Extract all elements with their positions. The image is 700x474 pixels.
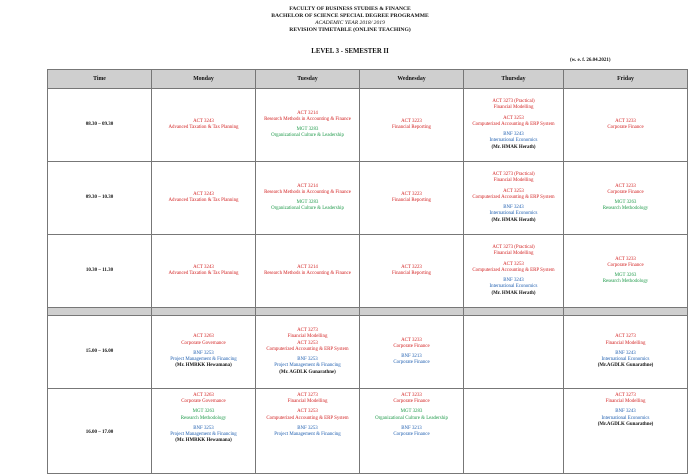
course-code: MGT 3263 [614, 273, 637, 278]
table-row [48, 235, 688, 308]
tuesday-cell [256, 89, 360, 162]
time-cell: 09.30 – 10.30 [48, 162, 152, 235]
lecturer-name: (Mr. HMRKK Hewamana) [175, 363, 232, 369]
course-code: ACT 3253 [503, 188, 524, 194]
course-title: Financial Reporting [392, 125, 431, 130]
course-code: ACT 3273 [297, 328, 318, 334]
course-title: Financial Reporting [392, 271, 431, 276]
course-title: International Economics [489, 211, 538, 217]
course-code: ACT 3273 (Practical) [492, 172, 535, 178]
course-title: Computerized Accounting & ERP System [472, 121, 555, 127]
lecturer-name: (Mr. HMRKK Hewamana) [175, 438, 232, 444]
course-code: MGT 3283 [400, 409, 423, 415]
course-title: Computerized Accounting & ERP System [266, 346, 349, 352]
thursday-cell [464, 316, 564, 389]
monday-cell [152, 89, 256, 162]
course-title: Advanced Taxation & Tax Planning [168, 198, 239, 203]
course-code: ACT 3243 [193, 264, 214, 270]
course-title: Financial Modelling [493, 178, 534, 184]
table-row [48, 389, 688, 474]
monday-cell [152, 162, 256, 235]
course-code: BNF 3213 [401, 354, 422, 359]
course-title: Corporate Finance [607, 125, 644, 130]
course-title: Corporate Finance [393, 399, 430, 405]
timetable-title: REVISION TIMETABLE (ONLINE TEACHING) [289, 27, 411, 33]
course-code: ACT 3223 [401, 118, 422, 124]
programme-name: BACHELOR OF SCIENCE SPECIAL DEGREE PROGRAMME [271, 13, 429, 19]
course-title: Corporate Finance [607, 262, 644, 268]
course-title: Research Methods in Accounting & Finance [264, 271, 351, 276]
thursday-cell [464, 162, 564, 235]
course-code: ACT 3273 (Practical) [492, 245, 535, 251]
course-code: ACT 3253 [297, 409, 318, 415]
course-title: International Economics [601, 415, 650, 421]
course-title: Research Methods in Accounting & Finance [264, 189, 351, 195]
level-semester: LEVEL 3 - SEMESTER II [311, 48, 389, 55]
course-code: MGT 3283 [296, 200, 319, 205]
friday-cell [564, 316, 688, 389]
monday-cell [152, 316, 256, 389]
course-title: Financial Modelling [287, 334, 328, 340]
thursday-cell [464, 235, 564, 308]
friday-cell [564, 162, 688, 235]
monday-cell [152, 235, 256, 308]
time-cell: 15.00 – 16.00 [48, 316, 152, 389]
lunch-break-row [48, 308, 688, 316]
course-code: ACT 3273 [615, 393, 636, 398]
thursday-cell [464, 389, 564, 474]
course-title: Corporate Governance [181, 399, 226, 405]
timetable [47, 69, 688, 474]
course-code: BNF 3243 [615, 350, 636, 356]
course-title: Project Management & Financing [274, 432, 341, 438]
lecturer-name: (Mr. HMAK Herath) [491, 290, 536, 296]
course-code: ACT 3263 [193, 393, 214, 398]
course-title: International Economics [489, 284, 538, 290]
course-code: ACT 3253 [503, 261, 524, 267]
course-code: BNF 3253 [193, 425, 214, 431]
tuesday-cell [256, 235, 360, 308]
faculty-name: FACULTY OF BUSINESS STUDIES & FINANCE [289, 6, 411, 12]
lecturer-name: (Mr. AGDLK Gunarathne) [279, 369, 336, 375]
course-title: International Economics [601, 357, 650, 363]
course-code: ACT 3223 [401, 191, 422, 197]
col-tuesday: Tuesday [256, 70, 360, 89]
course-code: BNF 3253 [193, 350, 214, 356]
course-title: Computerized Accounting & ERP System [472, 267, 555, 273]
course-title: Advanced Taxation & Tax Planning [168, 125, 239, 130]
table-row [48, 162, 688, 235]
course-code: ACT 3253 [297, 340, 318, 346]
course-code: BNF 3243 [503, 132, 524, 138]
course-title: Corporate Finance [393, 360, 430, 366]
table-row [48, 89, 688, 162]
course-code: BNF 3243 [615, 409, 636, 415]
course-title: Research Methods in Accounting & Finance [264, 116, 351, 122]
lecturer-name: (Mr.AGDLK Gunarathne) [597, 421, 654, 427]
friday-cell [564, 389, 688, 474]
course-code: MGT 3263 [192, 409, 215, 415]
col-monday: Monday [152, 70, 256, 89]
course-code: BNF 3243 [503, 205, 524, 211]
course-title: Corporate Finance [393, 343, 430, 349]
monday-cell [152, 389, 256, 474]
course-title: Corporate Finance [393, 432, 430, 438]
thursday-cell [464, 89, 564, 162]
course-code: MGT 3283 [296, 127, 319, 132]
document-header [0, 6, 700, 34]
course-code: ACT 3273 [615, 334, 636, 340]
course-code: ACT 3233 [401, 337, 422, 343]
lecturer-name: (Mr.AGDLK Gunarathne) [597, 363, 654, 369]
course-code: ACT 3233 [615, 256, 636, 262]
friday-cell [564, 235, 688, 308]
lecturer-name: (Mr. HMAK Herath) [491, 144, 536, 150]
course-code: BNF 3253 [297, 425, 318, 431]
course-title: Organizational Culture & Leadership [375, 415, 448, 421]
course-code: ACT 3214 [297, 110, 318, 116]
course-title: Project Management & Financing [170, 432, 237, 438]
course-code: ACT 3223 [401, 264, 422, 270]
col-thursday: Thursday [464, 70, 564, 89]
tuesday-cell [256, 316, 360, 389]
friday-cell [564, 89, 688, 162]
effective-date: (w. e. f. 26.04.2021) [570, 58, 611, 63]
time-cell: 08.30 – 09.30 [48, 89, 152, 162]
course-code: ACT 3273 [297, 393, 318, 398]
wednesday-cell [360, 162, 464, 235]
course-title: Research Methodology [602, 206, 649, 212]
course-code: ACT 3243 [193, 191, 214, 197]
col-wednesday: Wednesday [360, 70, 464, 89]
course-code: ACT 3233 [401, 393, 422, 398]
course-title: Project Management & Financing [274, 363, 341, 369]
course-title: Financial Modelling [287, 399, 328, 405]
tuesday-cell [256, 162, 360, 235]
time-cell: 10.30 – 11.30 [48, 235, 152, 308]
course-code: ACT 3214 [297, 183, 318, 189]
course-title: Financial Modelling [493, 105, 534, 111]
wednesday-cell [360, 235, 464, 308]
course-code: ACT 3253 [503, 115, 524, 121]
course-code: ACT 3263 [193, 334, 214, 340]
academic-year: ACADEMIC YEAR 2018/ 2019 [315, 20, 385, 26]
wednesday-cell [360, 316, 464, 389]
table-row [48, 316, 688, 389]
course-title: Financial Modelling [605, 399, 646, 405]
course-title: Financial Modelling [493, 251, 534, 257]
course-code: BNF 3243 [503, 278, 524, 284]
course-code: BNF 3253 [297, 357, 318, 363]
col-time: Time [48, 70, 152, 89]
course-title: Corporate Governance [181, 340, 226, 346]
course-title: Financial Modelling [605, 340, 646, 346]
course-title: Project Management & Financing [170, 357, 237, 363]
course-code: MGT 3263 [614, 200, 637, 205]
course-title: International Economics [489, 138, 538, 144]
col-friday: Friday [564, 70, 688, 89]
course-title: Advanced Taxation & Tax Planning [168, 271, 239, 276]
course-title: Organizational Culture & Leadership [271, 133, 344, 139]
course-code: ACT 3243 [193, 118, 214, 124]
wednesday-cell [360, 389, 464, 474]
course-code: ACT 3233 [615, 183, 636, 189]
course-title: Computerized Accounting & ERP System [472, 194, 555, 200]
course-title: Research Methodology [602, 279, 649, 285]
lecturer-name: (Mr. HMAK Herath) [491, 217, 536, 223]
course-code: BNF 3213 [401, 425, 422, 431]
time-cell: 16.00 – 17.00 [48, 389, 152, 474]
header-row [48, 70, 688, 89]
course-title: Computerized Accounting & ERP System [266, 415, 349, 421]
course-title: Organizational Culture & Leadership [271, 206, 344, 212]
tuesday-cell [256, 389, 360, 474]
wednesday-cell [360, 89, 464, 162]
course-title: Research Methodology [180, 415, 227, 421]
course-title: Financial Reporting [392, 198, 431, 203]
course-code: ACT 3233 [615, 118, 636, 124]
course-code: ACT 3273 (Practical) [492, 99, 535, 105]
course-title: Corporate Finance [607, 189, 644, 195]
course-code: ACT 3214 [297, 264, 318, 270]
